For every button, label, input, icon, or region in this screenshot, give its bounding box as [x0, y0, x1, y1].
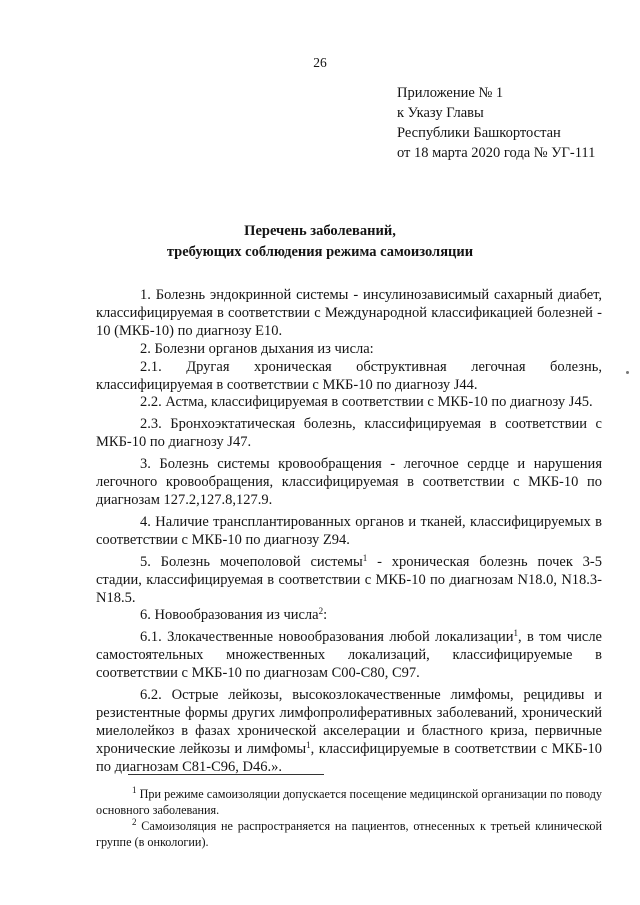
- appendix-header: [397, 83, 595, 163]
- footnotes: [96, 786, 602, 850]
- item-text: - хроническая болезнь почек 3-5 стадии, классифицируемая в соответствии с МКБ-10 по диагнозам N18.0, N18.3-N18.5.: [96, 553, 602, 606]
- list-item: 3. Болезнь системы кровообращения - легочное сердце и нарушения легочного кровообращения, классифицируемая в соответствии с МКБ-10 по диагнозам 127.2,127.8,127.9.: [96, 456, 602, 508]
- list-item: 2.1. Другая хроническая обструктивная легочная болезнь, классифицируемая в соответствии с МКБ-10 по диагнозу J44.: [96, 358, 602, 393]
- footnote-mark: 1: [132, 785, 137, 795]
- item-text: 5. Болезнь мочеполовой системы: [140, 553, 363, 570]
- footnote-ref: 1: [362, 552, 368, 563]
- footnote-ref: 2: [318, 606, 324, 617]
- footnote-divider: [128, 774, 324, 775]
- item-text: , классифицируемые в соответствии с МКБ-10 по диагнозам С81-С96, D46.».: [96, 740, 602, 775]
- appendix-line: к Указу Главы: [397, 105, 484, 121]
- scan-speck: [626, 371, 629, 374]
- footnote-ref: 1: [306, 739, 311, 750]
- title-line: требующих соблюдения режима самоизоляции: [166, 244, 474, 260]
- page-number: 26: [313, 55, 327, 70]
- list-item: 2.3. Бронхоэктатическая болезнь, классифицируемая в соответствии с МКБ-10 по диагнозу J47.: [96, 416, 602, 451]
- footnote-text: При режиме самоизоляции допускается посещение медицинской организации по поводу основного заболевания.: [96, 787, 602, 817]
- item-text: 6. Новообразования из числа: [140, 607, 319, 624]
- title-line: Перечень заболеваний,: [244, 223, 396, 239]
- footnote-mark: 2: [132, 817, 137, 827]
- item-text: :: [323, 607, 328, 624]
- item-text: 6.1. Злокачественные новообразования любой локализации: [140, 629, 514, 646]
- appendix-line: Приложение № 1: [397, 85, 504, 101]
- item-text: 6.2. Острые лейкозы, высокозлокачественные лимфомы, рецидивы и резистентные формы других лимфопролиферативных заболеваний, хронический миелолейкоз в фазах хронической акселерации и бластного криза, первичные хронические лейкозы и лимфомы: [96, 687, 602, 757]
- list-item: [96, 629, 602, 683]
- list-item: [96, 607, 602, 625]
- footnote-ref: 1: [513, 628, 518, 639]
- document-title: [60, 221, 580, 263]
- item-text: , в том числе самостоятельных множественных локализаций, классифицируемые в соответствии с МКБ-10 по диагнозам С00-С80, С97.: [96, 629, 602, 682]
- list-item: 1. Болезнь эндокринной системы - инсулинозависимый сахарный диабет, классифицируемая в соответствии с Международной классификацией болезней - 10 (МКБ-10) по диагнозу Е10.: [96, 287, 602, 339]
- list-item: [96, 554, 602, 608]
- footnote: [96, 818, 602, 850]
- list-item: 2. Болезни органов дыхания из числа:: [140, 340, 374, 357]
- appendix-line: от 18 марта 2020 года № УГ-111: [397, 145, 596, 161]
- list-item: 2.2. Астма, классифицируемая в соответствии с МКБ-10 по диагнозу J45.: [140, 394, 593, 411]
- list-item: 4. Наличие трансплантированных органов и тканей, классифицируемых в соответствии с МКБ-10 по диагнозу Z94.: [96, 513, 602, 548]
- footnote-text: Самоизоляция не распространяется на пациентов, отнесенных к третьей клинической группе (в онкологии).: [96, 819, 602, 849]
- disease-list: [96, 287, 602, 777]
- footnote: [96, 786, 602, 818]
- appendix-line: Республики Башкортостан: [397, 125, 561, 141]
- list-item: [96, 687, 602, 777]
